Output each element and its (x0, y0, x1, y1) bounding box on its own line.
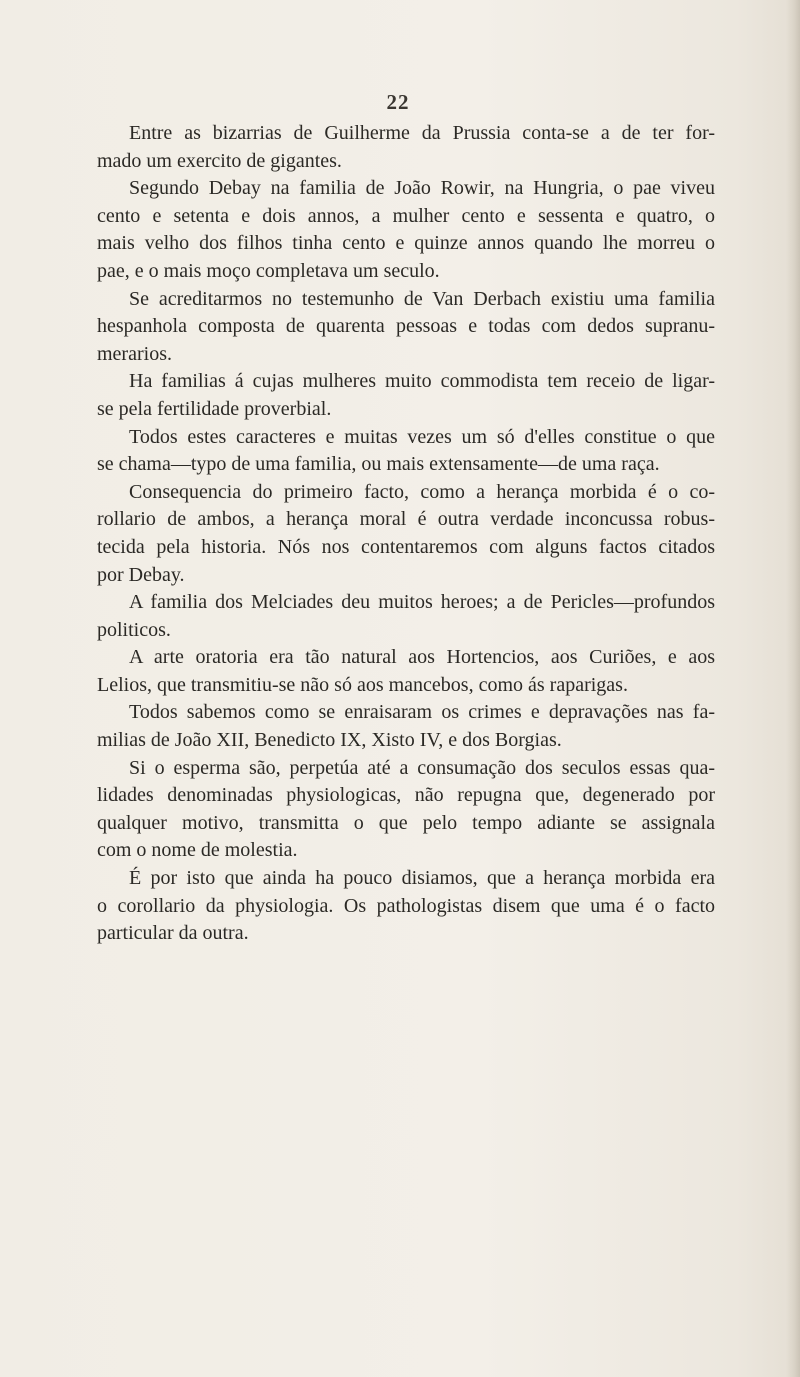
text-line: hespanhola composta de quarenta pessoas e todas com dedos supranu- (97, 315, 715, 338)
text-line: lidades denominadas physiologicas, não repugna que, degenerado por (97, 784, 715, 807)
text-line: mais velho dos filhos tinha cento e quinze annos quando lhe morreu o (97, 232, 715, 255)
text-line: particular da outra. (97, 922, 249, 945)
text-line: Segundo Debay na familia de João Rowir, na Hungria, o pae viveu (129, 177, 715, 200)
text-line: com o nome de molestia. (97, 839, 298, 862)
text-line: tecida pela historia. Nós nos contentaremos com alguns factos citados (97, 535, 715, 558)
text-line: Entre as bizarrias de Guilherme da Prussia conta-se a de ter for- (129, 122, 715, 144)
text-line: qualquer motivo, transmitta o que pelo tempo adiante se assignala (97, 811, 715, 834)
text-line: Si o esperma são, perpetúa até a consumação dos seculos essas qua- (129, 756, 715, 779)
text-line: É por isto que ainda ha pouco disiamos, que a herança morbida era (129, 867, 715, 890)
text-line: Todos estes caracteres e muitas vezes um só d'elles constitue o que (129, 425, 715, 448)
page-edge-shadow (786, 0, 800, 1377)
page-number: 22 (386, 90, 410, 114)
text-line: A familia dos Melciades deu muitos heroes; a de Pericles—profundos (129, 591, 715, 614)
text-line: Consequencia do primeiro facto, como a herança morbida é o co- (129, 480, 715, 503)
text-line: milias de João XII, Benedicto IX, Xisto IV, e dos Borgias. (97, 729, 562, 752)
text-line: Lelios, que transmitiu-se não só aos mancebos, como ás raparigas. (97, 673, 628, 696)
text-line: o corollario da physiologia. Os pathologistas disem que uma é o facto (97, 894, 715, 917)
text-line: mado um exercito de gigantes. (97, 149, 342, 172)
text-line: A arte oratoria era tão natural aos Hortencios, aos Curiões, e aos (129, 646, 715, 669)
text-line: Se acreditarmos no testemunho de Van Derbach existiu uma familia (129, 287, 715, 310)
text-line: se chama—typo de uma familia, ou mais extensamente—de uma raça. (97, 453, 660, 476)
text-line: pae, e o mais moço completava um seculo. (97, 259, 440, 282)
text-line: por Debay. (97, 563, 185, 586)
body-text (97, 120, 715, 948)
text-line: merarios. (97, 342, 172, 365)
text-line: politicos. (97, 618, 171, 641)
text-line: rollario de ambos, a herança moral é outra verdade inconcussa robus- (97, 508, 715, 531)
text-line: se pela fertilidade proverbial. (97, 397, 332, 420)
text-line: Todos sabemos como se enraisaram os crimes e depravações nas fa- (129, 701, 715, 724)
text-line: Ha familias á cujas mulheres muito commodista tem receio de ligar- (129, 370, 715, 393)
text-line: cento e setenta e dois annos, a mulher cento e sessenta e quatro, o (97, 204, 715, 227)
